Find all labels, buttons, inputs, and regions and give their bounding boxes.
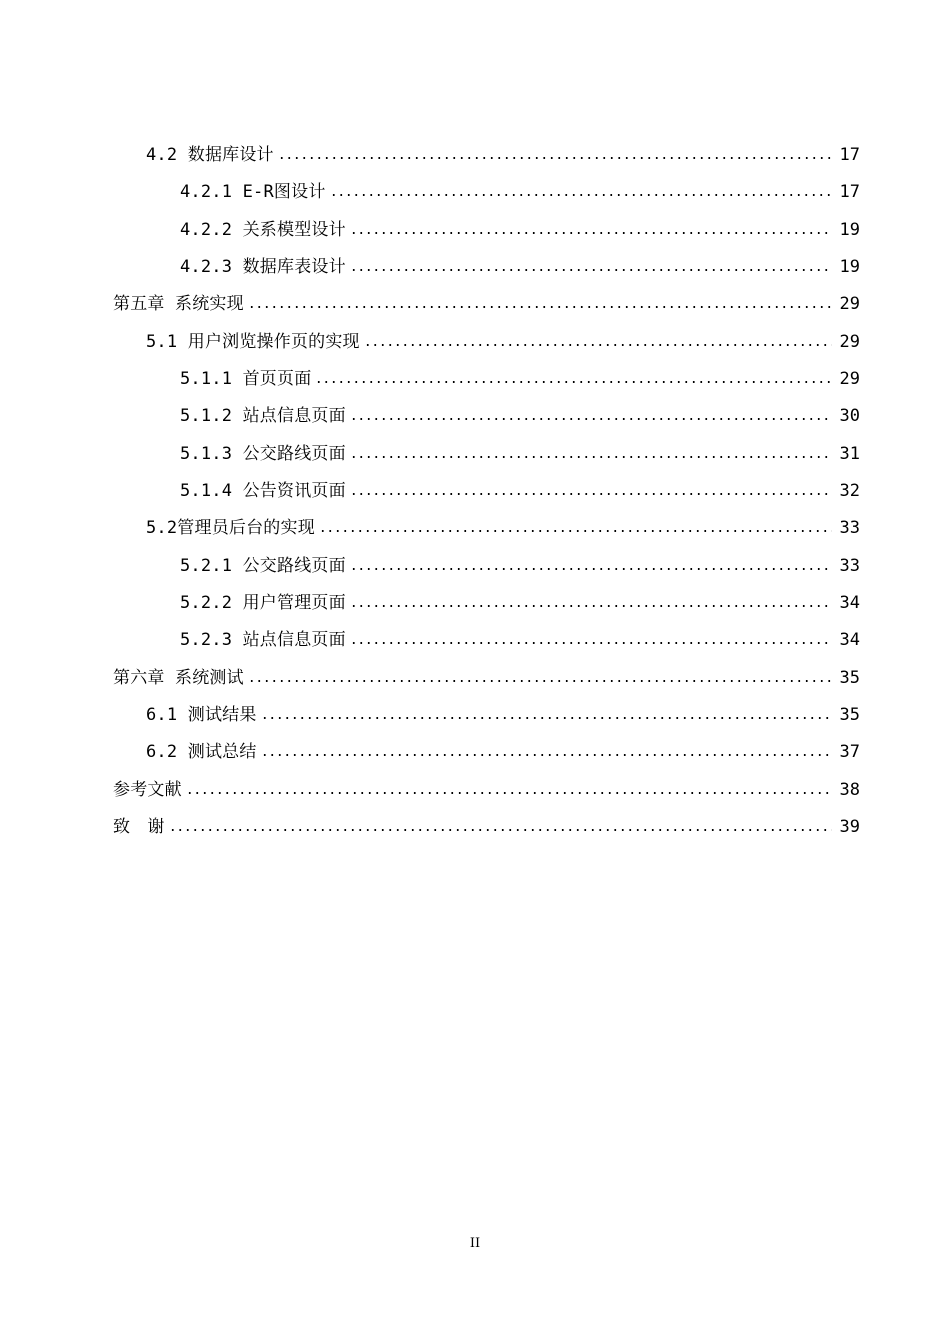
toc-entry-page: 29 (839, 332, 860, 352)
toc-dot-leader (350, 642, 832, 644)
toc-dot-leader (261, 754, 832, 756)
toc-entry[interactable] (146, 514, 860, 542)
toc-dot-leader (319, 530, 832, 532)
toc-entry[interactable] (113, 813, 860, 841)
toc-entry[interactable] (180, 216, 860, 244)
toc-entry-page: 35 (839, 705, 860, 725)
toc-dot-leader (248, 306, 832, 308)
toc-entry[interactable] (113, 664, 860, 692)
toc-dot-leader (278, 157, 832, 159)
toc-dot-leader (350, 568, 832, 570)
toc-entry-title: 4.2 数据库设计 (146, 145, 274, 165)
toc-entry-page: 38 (839, 780, 860, 800)
toc-entry-title: 第五章 系统实现 (113, 294, 244, 314)
toc-entry-page: 17 (839, 182, 860, 202)
toc-entry-title: 4.2.2 关系模型设计 (180, 220, 346, 240)
toc-entry-page: 19 (839, 257, 860, 277)
toc-entry-title: 5.2.2 用户管理页面 (180, 593, 346, 613)
toc-entry[interactable] (180, 253, 860, 281)
toc-entry-page: 31 (839, 444, 860, 464)
toc-entry-page: 33 (839, 556, 860, 576)
toc-dot-leader (261, 717, 832, 719)
toc-entry-title: 5.1.1 首页页面 (180, 369, 312, 389)
toc-entry[interactable] (180, 440, 860, 468)
toc-dot-leader (350, 232, 832, 234)
toc-entry-title: 5.2管理员后台的实现 (146, 518, 315, 538)
toc-entry-page: 29 (839, 369, 860, 389)
toc-entry[interactable] (113, 290, 860, 318)
toc-entry[interactable] (146, 701, 860, 729)
toc-dot-leader (350, 456, 832, 458)
toc-entry-title: 4.2.3 数据库表设计 (180, 257, 346, 277)
toc-entry-title: 6.1 测试结果 (146, 705, 257, 725)
toc-dot-leader (350, 605, 832, 607)
toc-entry-page: 17 (839, 145, 860, 165)
toc-dot-leader (330, 194, 832, 196)
toc-dot-leader (350, 269, 832, 271)
toc-entry-page: 35 (839, 668, 860, 688)
toc-entry-page: 30 (839, 406, 860, 426)
toc-dot-leader (350, 493, 832, 495)
toc-entry-title: 6.2 测试总结 (146, 742, 257, 762)
toc-entry-page: 39 (839, 817, 860, 837)
toc-entry-title: 4.2.1 E-R图设计 (180, 182, 326, 202)
toc-entry[interactable] (146, 738, 860, 766)
toc-entry[interactable] (180, 402, 860, 430)
toc-entry-title: 5.1.2 站点信息页面 (180, 406, 346, 426)
toc-dot-leader (315, 381, 832, 383)
toc-entry-title: 5.1.4 公告资讯页面 (180, 481, 346, 501)
toc-entry-page: 29 (839, 294, 860, 314)
toc-entry-page: 33 (839, 518, 860, 538)
toc-entry-page: 19 (839, 220, 860, 240)
toc-dot-leader (169, 829, 832, 831)
toc-entry-page: 34 (839, 630, 860, 650)
toc-dot-leader (364, 344, 832, 346)
toc-dot-leader (186, 792, 832, 794)
toc-entry-title: 致 谢 (113, 817, 165, 837)
toc-entry[interactable] (180, 178, 860, 206)
toc-entry[interactable] (146, 141, 860, 169)
toc-entry[interactable] (180, 626, 860, 654)
toc-entry[interactable] (113, 776, 860, 804)
toc-entry-title: 第六章 系统测试 (113, 668, 244, 688)
toc-entry[interactable] (180, 477, 860, 505)
page-number: II (469, 1236, 481, 1251)
toc-dot-leader (248, 680, 832, 682)
toc-entry-title: 参考文献 (113, 780, 182, 800)
toc-entry-page: 37 (839, 742, 860, 762)
toc-entry[interactable] (146, 328, 860, 356)
toc-entry-page: 32 (839, 481, 860, 501)
toc-entry[interactable] (180, 552, 860, 580)
toc-entry-title: 5.2.3 站点信息页面 (180, 630, 346, 650)
toc-entry[interactable] (180, 589, 860, 617)
toc-entry-page: 34 (839, 593, 860, 613)
toc-dot-leader (350, 418, 832, 420)
toc-entry-title: 5.1.3 公交路线页面 (180, 444, 346, 464)
toc-entry-title: 5.1 用户浏览操作页的实现 (146, 332, 360, 352)
toc-entry-title: 5.2.1 公交路线页面 (180, 556, 346, 576)
toc-entry[interactable] (180, 365, 860, 393)
